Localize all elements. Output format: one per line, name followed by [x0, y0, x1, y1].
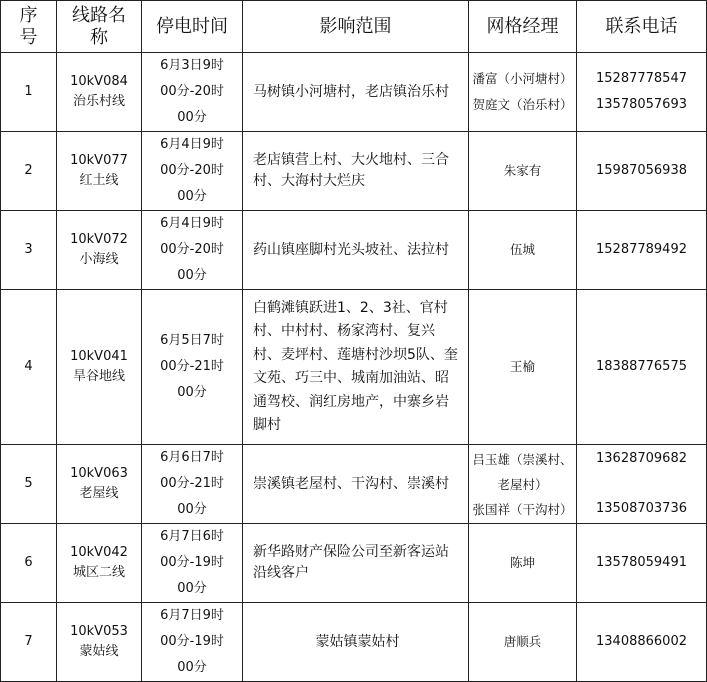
affected-area: 马树镇小河塘村，老店镇治乐村 [243, 53, 469, 132]
phone-number: 13408866002 [577, 603, 707, 682]
outage-time: 6月6日7时 00分-21时 00分 [142, 445, 243, 524]
row-index: 4 [1, 290, 57, 445]
row-index: 6 [1, 524, 57, 603]
grid-manager: 王榆 [469, 290, 577, 445]
affected-area: 药山镇座脚村光头坡社、法拉村 [243, 211, 469, 290]
header-grid-manager: 网格经理 [469, 1, 577, 53]
row-index: 3 [1, 211, 57, 290]
table-row [1, 445, 707, 524]
grid-manager: 朱家有 [469, 132, 577, 211]
line-name: 10kV077 红土线 [57, 132, 142, 211]
phone-number: 13628709682 13508703736 [577, 445, 707, 524]
row-index: 5 [1, 445, 57, 524]
affected-area: 蒙姑镇蒙姑村 [243, 603, 469, 682]
table-row [1, 132, 707, 211]
grid-manager: 陈坤 [469, 524, 577, 603]
table-row [1, 603, 707, 682]
phone-number: 15287789492 [577, 211, 707, 290]
table-row [1, 290, 707, 445]
outage-time: 6月5日7时 00分-21时 00分 [142, 290, 243, 445]
header-row [1, 1, 707, 53]
table-row [1, 524, 707, 603]
header-outage-time: 停电时间 [142, 1, 243, 53]
phone-number: 15287778547 13578057693 [577, 53, 707, 132]
affected-area: 白鹤滩镇跃进1、2、3社、官村村、中村村、杨家湾村、复兴村、麦坪村、莲塘村沙坝5队、奎文苑、巧三中、城南加油站、昭通驾校、润红房地产，中寨乡岩脚村 [243, 290, 469, 445]
outage-time: 6月4日9时 00分-20时 00分 [142, 132, 243, 211]
line-name: 10kV041 旱谷地线 [57, 290, 142, 445]
line-name: 10kV053 蒙姑线 [57, 603, 142, 682]
line-name: 10kV084 治乐村线 [57, 53, 142, 132]
row-index: 1 [1, 53, 57, 132]
outage-time: 6月3日9时 00分-20时 00分 [142, 53, 243, 132]
phone-number: 18388776575 [577, 290, 707, 445]
grid-manager: 潘富（小河塘村） 贺庭文（治乐村） [469, 53, 577, 132]
affected-area: 崇溪镇老屋村、干沟村、崇溪村 [243, 445, 469, 524]
grid-manager: 唐顺兵 [469, 603, 577, 682]
table-row [1, 53, 707, 132]
phone-number: 15987056938 [577, 132, 707, 211]
outage-time: 6月7日9时 00分-19时 00分 [142, 603, 243, 682]
outage-time: 6月7日6时 00分-19时 00分 [142, 524, 243, 603]
header-affected-area: 影响范围 [243, 1, 469, 53]
header-line-name: 线路名 称 [57, 1, 142, 53]
line-name: 10kV063 老屋线 [57, 445, 142, 524]
header-index: 序 号 [1, 1, 57, 53]
header-phone: 联系电话 [577, 1, 707, 53]
row-index: 7 [1, 603, 57, 682]
phone-number: 13578059491 [577, 524, 707, 603]
line-name: 10kV042 城区二线 [57, 524, 142, 603]
grid-manager: 吕玉雄（崇溪村、 老屋村） 张国祥（干沟村） [469, 445, 577, 524]
table-row [1, 211, 707, 290]
affected-area: 老店镇营上村、大火地村、三合村、大海村大烂庆 [243, 132, 469, 211]
row-index: 2 [1, 132, 57, 211]
grid-manager: 伍城 [469, 211, 577, 290]
outage-time: 6月4日9时 00分-20时 00分 [142, 211, 243, 290]
affected-area: 新华路财产保险公司至新客运站沿线客户 [243, 524, 469, 603]
line-name: 10kV072 小海线 [57, 211, 142, 290]
